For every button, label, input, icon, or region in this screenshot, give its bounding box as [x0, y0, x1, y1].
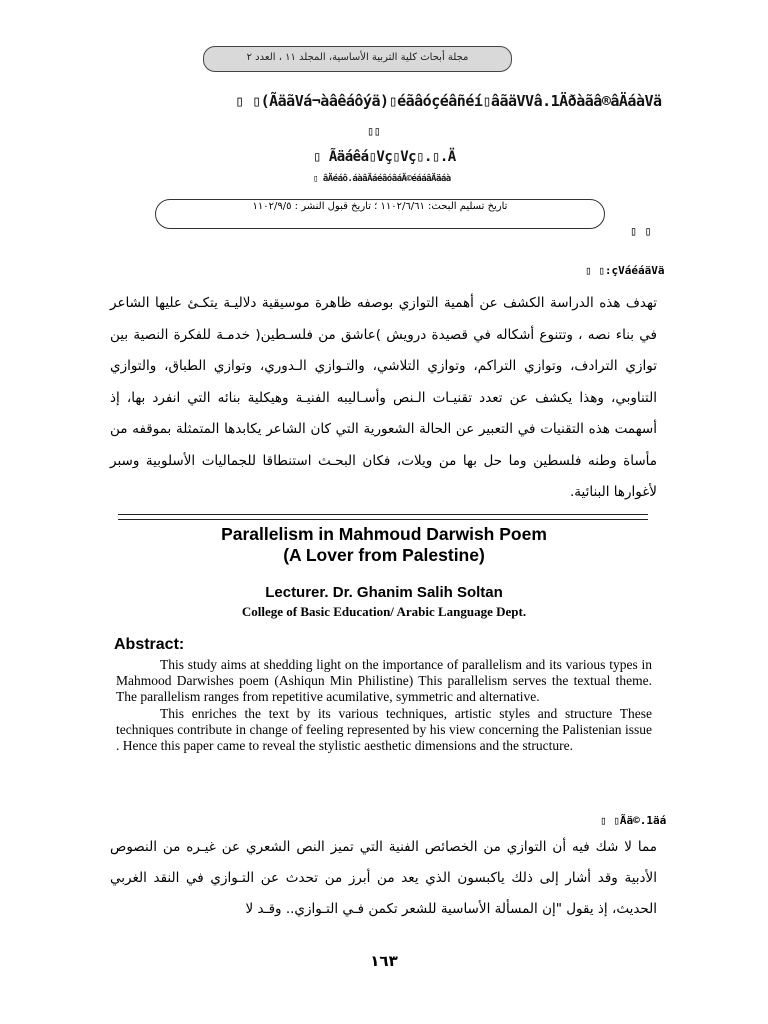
introduction-heading: ▯ ▯Ãä©.1äá — [600, 814, 667, 827]
side-mark: ▯ ▯ — [630, 224, 652, 238]
arabic-department-garbled: ▯ âÄéáô.áàâÄáéâóâáÄ©éááâÄäáà — [313, 174, 451, 184]
paper-title-line-1: Parallelism in Mahmoud Darwish Poem — [221, 524, 547, 544]
author-name: Lecturer. Dr. Ghanim Salih Soltan — [265, 584, 503, 601]
arabic-introduction — [110, 832, 657, 925]
arabic-abstract — [110, 288, 657, 509]
abstract-paragraph-2: This enriches the text by its various techniques, artistic styles and structure These techniques contribute in change of feeling represented by his view concerning the Palistenian issue . Hence this paper came to reveal the stylistic aesthetic dimensions and the structure. — [116, 705, 652, 754]
author-affiliation: College of Basic Education/ Arabic Language Dept. — [241, 604, 527, 619]
journal-header: مجلة أبحاث كلية التربية الأساسية، المجلد ١١ ، العدد ٢ — [203, 46, 512, 72]
arabic-author-garbled: ▯ Ãäáêá▯Vç▯Vç▯.▯.Ä — [313, 149, 456, 165]
spacer-mark: ▯▯ — [367, 124, 381, 138]
arabic-introduction-text: مما لا شك فيه أن التوازي من الخصائص الفنية التي تميز النص الشعري عن غيـره من النصوص الأدبية وقد أشار إلى ذلك ياكبسون الذي يعد من أبرز من تحدث عن التـوازي في النقد الغربي الحديث، إذ يقول "إن المسألة الأساسية للشعر تكمن فـي التـوازي.. وقـد لا — [110, 839, 657, 917]
arabic-abstract-heading: ▯ ▯:çVáéáäVä — [585, 264, 665, 277]
english-abstract — [116, 657, 652, 754]
section-divider — [118, 514, 648, 520]
abstract-paragraph-1: This study aims at shedding light on the importance of parallelism and its various types in Mahmood Darwishes poem (Ashiqun Min Philistine) This parallelism serves the textual theme. The parallelism ranges from repetitive acumilative, symmetric and alternative. — [116, 657, 652, 705]
arabic-abstract-text: تهدف هذه الدراسة الكشف عن أهمية التوازي بوصفه ظاهرة موسيقية دلاليـة يتكـئ عليها الشاعر في بناء نصه ، وتتنوع أشكاله في قصيدة درويش )عاشق من فلسـطين( خدمـة للفكرة النصية بين توازي الترادف، وتوازي التراكم، وتوازي التلاشي، والتـوازي الـدوري، وتوازي الطباق، والتوازي التناوبي، وهذا يكشف عن تعدد تقنيـات الـنص وأسـاليبه الفنيـة وهيكلية بنائه التي انفرد بها، إذ أسهمت هذه التقنيات في التعبير عن الحالة الشعورية التي كان الشاعر يكابدها المتمثلة بموقفه من مأساة وطنه فلسطين وما حل بها من ويلات، فكان البحـث استنطاقا للجماليات الأسلوبية وسبر لأغوارها البنائية. — [110, 295, 657, 500]
paper-title — [140, 524, 628, 566]
submission-dates: تاريخ تسليم البحث: ١١٠٢/٦/٦١ ؛ تاريخ قبول النشر : ١١٠٢/٩/٥ — [155, 199, 605, 229]
page-number: ١٦٣ — [370, 952, 398, 970]
arabic-title-garbled: ▯ ▯(ÃäãVá¬àâêáôýä)▯éãâóçéâñéí▯âãäVVâ.1Äðàãâ®âÄáàVä — [235, 92, 662, 110]
paper-title-line-2: (A Lover from Palestine) — [283, 545, 485, 565]
abstract-heading: Abstract: — [114, 636, 185, 653]
